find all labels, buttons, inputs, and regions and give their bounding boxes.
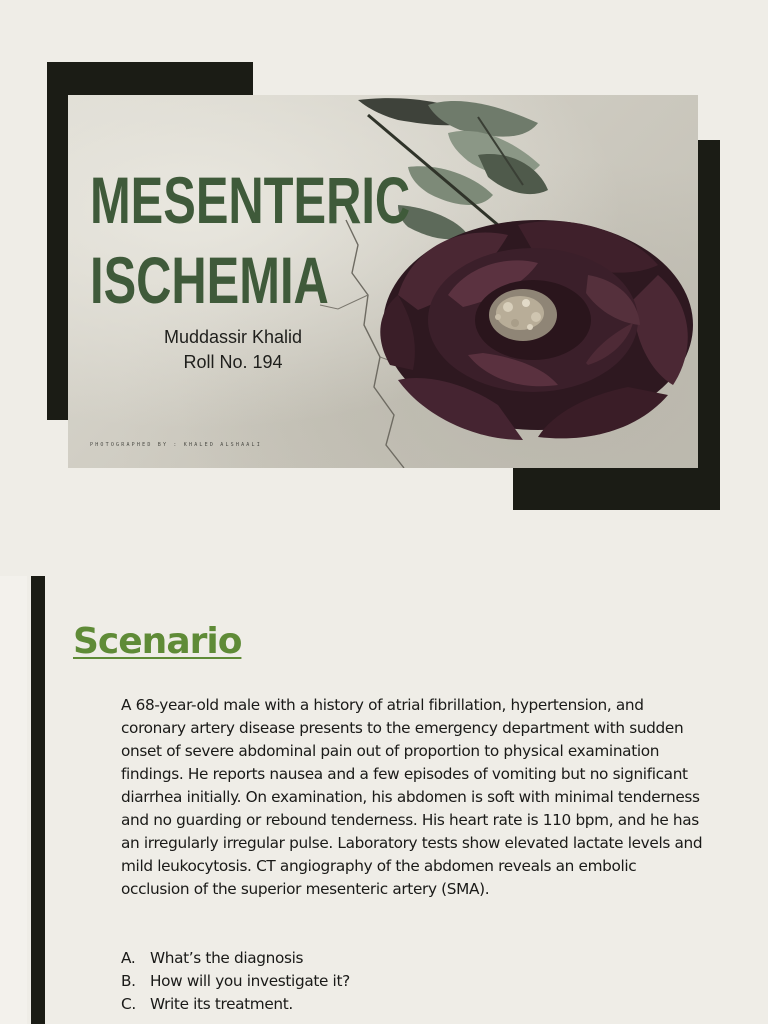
scenario-slide bbox=[0, 576, 768, 1024]
cover-photo bbox=[68, 95, 698, 468]
question-marker: B. bbox=[121, 972, 136, 990]
question-text: Write its treatment. bbox=[150, 995, 293, 1013]
dried-rose bbox=[380, 220, 693, 440]
question-item bbox=[121, 993, 350, 1016]
title-line-2: ISCHEMIA bbox=[90, 243, 329, 317]
question-marker: A. bbox=[121, 949, 136, 967]
side-band bbox=[0, 576, 27, 1024]
question-text: How will you investigate it? bbox=[150, 972, 350, 990]
scenario-heading: Scenario bbox=[73, 621, 242, 662]
question-list bbox=[121, 947, 350, 1016]
question-item bbox=[121, 970, 350, 993]
author-roll-number: Roll No. 194 bbox=[183, 352, 283, 372]
question-text: What’s the diagnosis bbox=[150, 949, 304, 967]
question-marker: C. bbox=[121, 995, 136, 1013]
photo-credit: PHOTOGRAPHED BY : KHALED ALSHAALI bbox=[90, 442, 262, 448]
scenario-body: A 68-year-old male with a history of atrial fibrillation, hypertension, and coronary artery disease presents to the emergency department with sudden onset of severe abdominal pain out of proportion to physical examination findings. He reports nausea and a few episodes of vomiting but no significant diarrhea initially. On examination, his abdomen is soft with minimal tenderness and no guarding or rebound tenderness. His heart rate is 110 bpm, and he has an irregularly irregular pulse. Laboratory tests show elevated lactate levels and mild leukocytosis. CT angiography of the abdomen reveals an embolic occlusion of the superior mesenteric artery (SMA). bbox=[121, 696, 703, 898]
accent-bar bbox=[31, 576, 45, 1024]
author-name: Muddassir Khalid bbox=[163, 327, 303, 347]
question-item bbox=[121, 947, 350, 970]
title-line-1: MESENTERIC bbox=[90, 163, 411, 237]
